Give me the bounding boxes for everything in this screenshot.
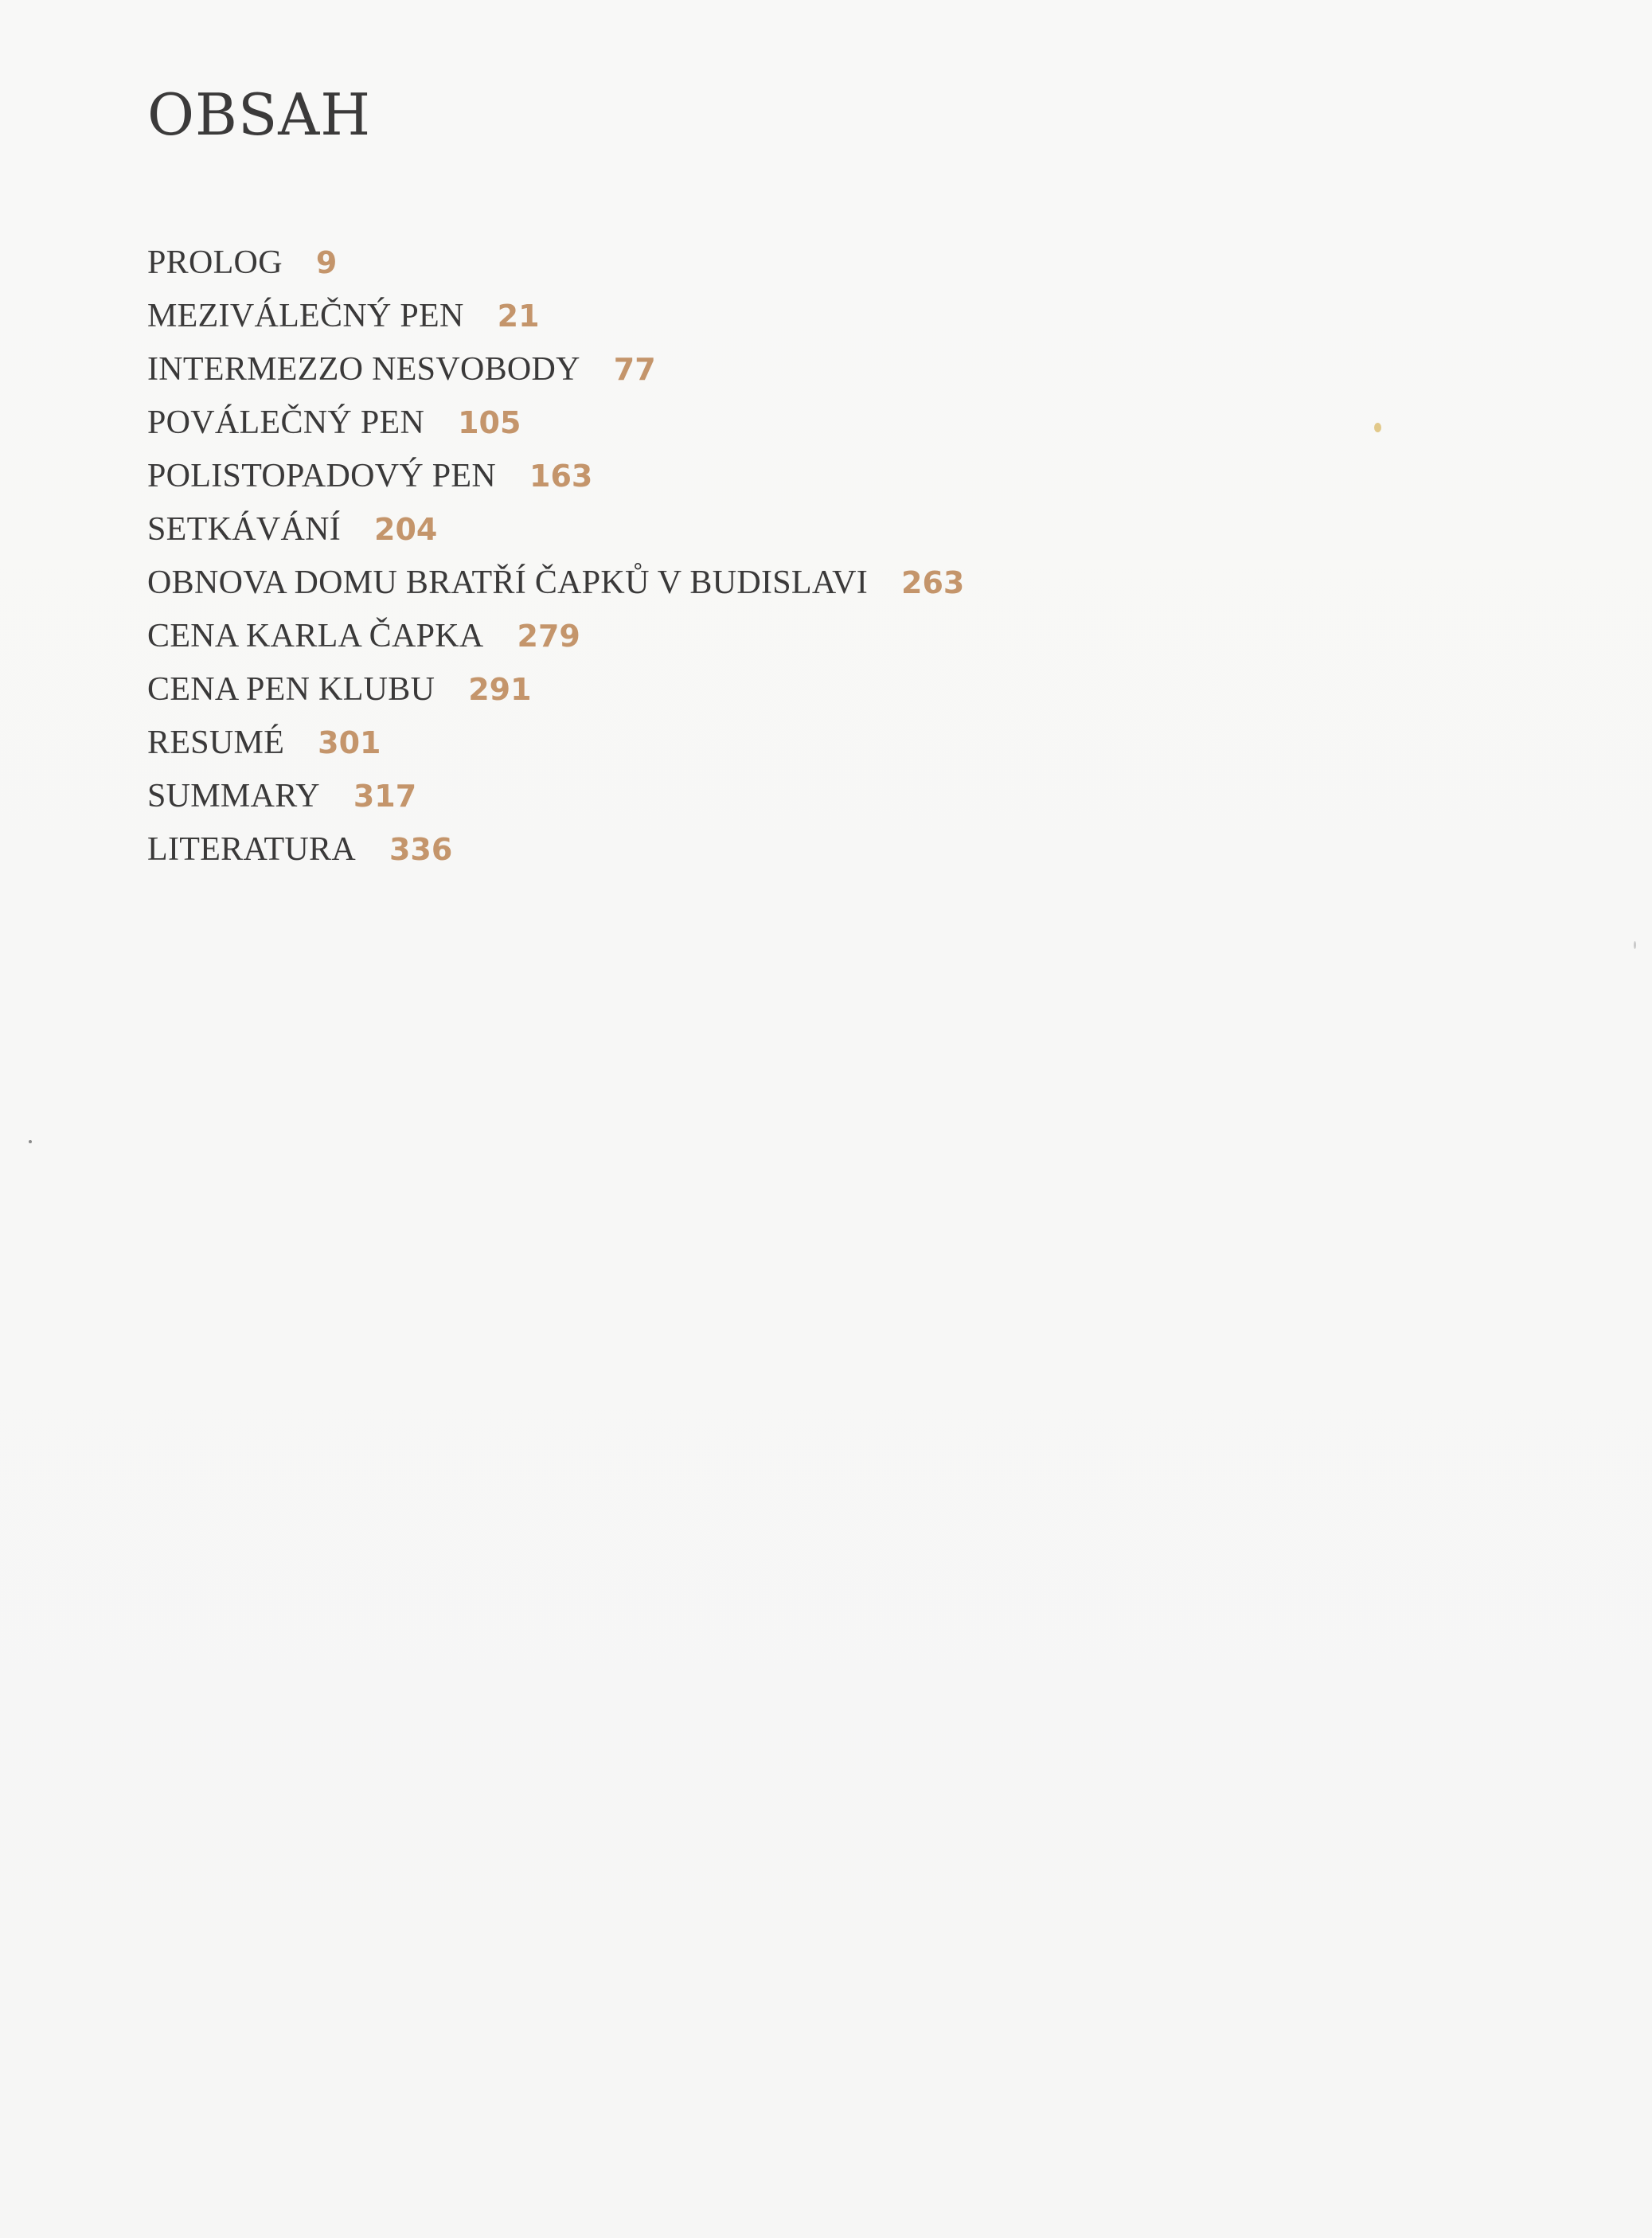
toc-entry-title: CENA KARLA ČAPKA: [147, 617, 484, 654]
toc-entry-title: CENA PEN KLUBU: [147, 670, 435, 708]
toc-entry-page-number: 301: [318, 725, 381, 760]
toc-entry-page-number: 317: [353, 778, 417, 814]
toc-entry-page-number: 77: [613, 351, 656, 387]
toc-entry-page-number: 291: [468, 671, 532, 707]
toc-entry-page-number: 163: [529, 458, 593, 494]
toc-entry-title: OBNOVA DOMU BRATŘÍ ČAPKŮ V BUDISLAVI: [147, 564, 869, 601]
toc-entry-page-number: 9: [315, 244, 338, 280]
toc-entry-title: INTERMEZZO NESVOBODY: [147, 350, 580, 388]
toc-entry-page-number: 105: [458, 404, 521, 440]
table-of-contents: [147, 236, 964, 876]
toc-entry-page-number: 336: [389, 831, 453, 867]
paper-speck: [1634, 941, 1636, 949]
toc-entry-title: POLISTOPADOVÝ PEN: [147, 457, 497, 494]
toc-entry: [147, 449, 964, 502]
paper-speck: [29, 1140, 32, 1143]
page-title: OBSAH: [147, 81, 372, 148]
toc-entry-title: SUMMARY: [147, 777, 320, 814]
toc-entry: [147, 662, 964, 716]
toc-entry: [147, 289, 964, 342]
toc-entry: [147, 822, 964, 876]
toc-entry: [147, 236, 964, 289]
toc-entry-title: RESUMÉ: [147, 724, 285, 761]
toc-entry-page-number: 21: [497, 298, 540, 334]
toc-entry-title: SETKÁVÁNÍ: [147, 510, 342, 548]
toc-entry: [147, 396, 964, 449]
toc-entry-title: PROLOG: [147, 244, 283, 281]
toc-entry: [147, 556, 964, 609]
toc-entry: [147, 769, 964, 822]
toc-entry-title: POVÁLEČNÝ PEN: [147, 404, 425, 441]
toc-entry: [147, 342, 964, 396]
toc-entry-page-number: 263: [901, 564, 965, 600]
toc-entry: [147, 716, 964, 769]
paper-speck: [1374, 423, 1381, 432]
toc-entry: [147, 609, 964, 662]
toc-entry-page-number: 204: [374, 511, 438, 547]
toc-entry: [147, 502, 964, 556]
toc-entry-page-number: 279: [517, 618, 580, 654]
toc-entry-title: LITERATURA: [147, 830, 356, 868]
toc-entry-title: MEZIVÁLEČNÝ PEN: [147, 297, 464, 334]
